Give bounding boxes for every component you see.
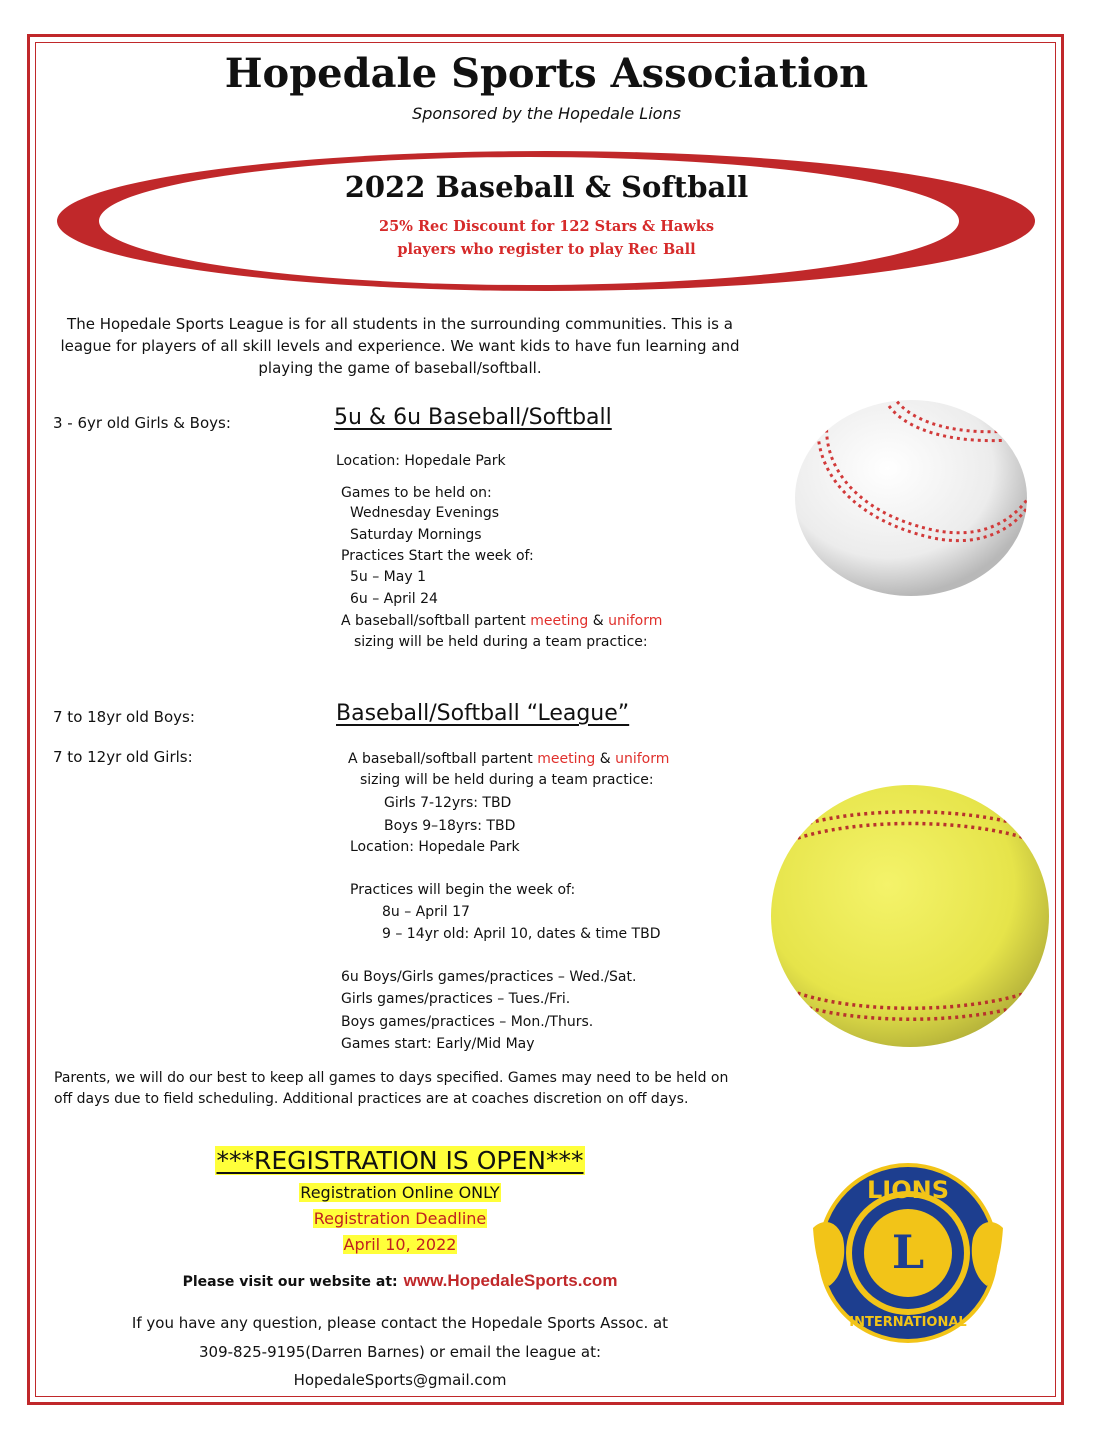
baseball-icon bbox=[793, 398, 1029, 598]
registration-online-text: Registration Online ONLY bbox=[300, 1183, 500, 1202]
contact-line-2: 309-825-9195(Darren Barnes) or email the league at: bbox=[198, 1343, 602, 1361]
registration-deadline-label-text: Registration Deadline bbox=[313, 1209, 487, 1228]
section1-practice-5u: 5u – May 1 bbox=[350, 569, 426, 585]
lions-international-logo bbox=[803, 1158, 1013, 1348]
meeting-highlight: meeting bbox=[537, 751, 596, 767]
registration-online bbox=[0, 1183, 800, 1202]
registration-banner-text: ***REGISTRATION IS OPEN*** bbox=[216, 1146, 584, 1175]
section2-practice-8u: 8u – April 17 bbox=[382, 904, 470, 920]
meeting-text: A baseball/softball partent bbox=[341, 613, 531, 629]
section2-games-start: Games start: Early/Mid May bbox=[341, 1036, 535, 1052]
website-line bbox=[0, 1271, 800, 1291]
page-title: Hopedale Sports Association bbox=[224, 50, 869, 97]
website-label: Please visit our website at: bbox=[182, 1274, 398, 1290]
section2-age-label-boys: 7 to 18yr old Boys: bbox=[53, 708, 195, 726]
registration-deadline-date-text: April 10, 2022 bbox=[343, 1235, 457, 1254]
section1-games-day1: Wednesday Evenings bbox=[350, 505, 500, 521]
section2-meeting-line2: sizing will be held during a team practice: bbox=[360, 772, 654, 788]
section1-practices-label: Practices Start the week of: bbox=[341, 548, 534, 564]
sponsor-line: Sponsored by the Hopedale Lions bbox=[412, 104, 681, 123]
section2-heading: Baseball/Softball “League” bbox=[336, 701, 630, 726]
meeting-text: A baseball/softball partent bbox=[348, 751, 538, 767]
registration-deadline-date bbox=[0, 1235, 800, 1254]
section2-meeting-line bbox=[348, 748, 669, 770]
meeting-highlight: meeting bbox=[530, 613, 589, 629]
logo-letter: L bbox=[891, 1225, 925, 1279]
logo-top-text: LIONS bbox=[867, 1176, 949, 1204]
softball-icon bbox=[770, 783, 1050, 1049]
section2-sched-girls: Girls games/practices – Tues./Fri. bbox=[341, 991, 571, 1007]
section2-practice-9-14: 9 – 14yr old: April 10, dates & time TBD bbox=[382, 926, 661, 942]
section2-practices-label: Practices will begin the week of: bbox=[350, 882, 576, 898]
section1-games-day2: Saturday Mornings bbox=[350, 527, 482, 543]
section2-sched-boys: Boys games/practices – Mon./Thurs. bbox=[341, 1014, 594, 1030]
section1-age-label: 3 - 6yr old Girls & Boys: bbox=[53, 414, 231, 432]
uniform-highlight: uniform bbox=[615, 751, 670, 767]
registration-deadline-label bbox=[0, 1209, 800, 1228]
uniform-highlight: uniform bbox=[608, 613, 663, 629]
discount-line-2: players who register to play Rec Ball bbox=[397, 241, 696, 258]
section1-meeting-line bbox=[341, 610, 662, 632]
section2-age-label-girls: 7 to 12yr old Girls: bbox=[53, 748, 193, 766]
website-link[interactable]: www.HopedaleSports.com bbox=[403, 1271, 618, 1290]
section1-location: Location: Hopedale Park bbox=[336, 453, 506, 469]
section2-boys-tbd: Boys 9–18yrs: TBD bbox=[384, 818, 516, 834]
season-title: 2022 Baseball & Softball bbox=[344, 170, 749, 204]
section2-girls-tbd: Girls 7-12yrs: TBD bbox=[384, 795, 512, 811]
registration-banner bbox=[0, 1146, 800, 1175]
intro-paragraph: The Hopedale Sports League is for all students in the surrounding communities. This is a league for players of all skill levels and experience. We want kids to have fun learning and playing the game of baseball/softball. bbox=[60, 315, 740, 377]
section2-location: Location: Hopedale Park bbox=[350, 839, 520, 855]
parents-note: Parents, we will do our best to keep all games to days specified. Games may need to be held on off days due to field scheduling. Additional practices are at coaches discretion on off days. bbox=[54, 1070, 729, 1107]
amp-text: & bbox=[588, 613, 609, 629]
section1-heading: 5u & 6u Baseball/Softball bbox=[334, 405, 612, 430]
section2-sched-6u: 6u Boys/Girls games/practices – Wed./Sat. bbox=[341, 969, 637, 985]
section1-games-label: Games to be held on: bbox=[341, 485, 492, 501]
discount-line-1: 25% Rec Discount for 122 Stars & Hawks bbox=[379, 218, 714, 235]
contact-email[interactable]: HopedaleSports@gmail.com bbox=[293, 1371, 507, 1389]
contact-line-1: If you have any question, please contact the Hopedale Sports Assoc. at bbox=[131, 1314, 669, 1332]
section1-meeting-line2: sizing will be held during a team practice: bbox=[354, 634, 648, 650]
amp-text: & bbox=[595, 751, 616, 767]
section1-practice-6u: 6u – April 24 bbox=[350, 591, 438, 607]
logo-bottom-text: INTERNATIONAL bbox=[849, 1315, 967, 1330]
